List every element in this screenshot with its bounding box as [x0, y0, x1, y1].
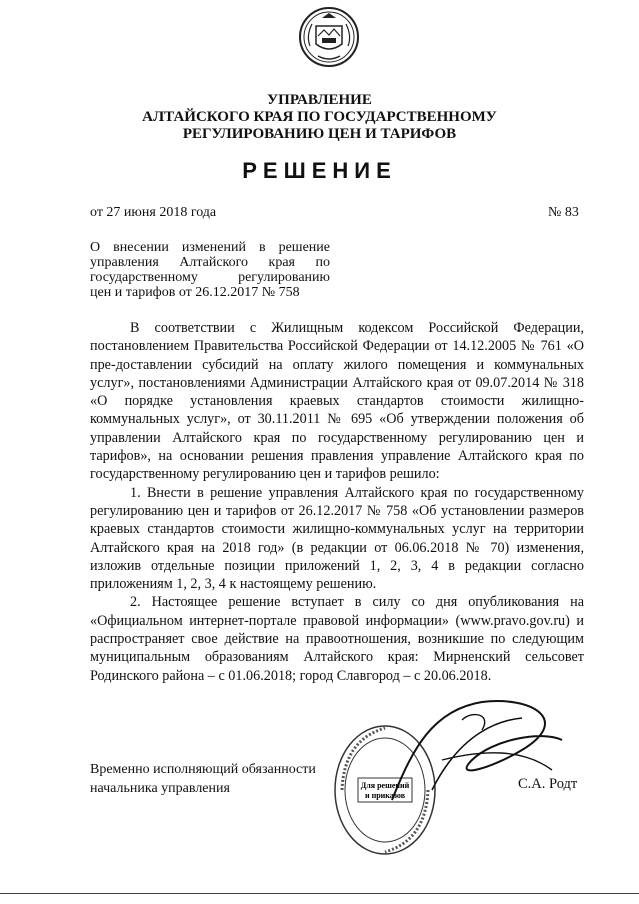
- signatory-position: [90, 760, 316, 798]
- handwritten-signature-icon: [372, 690, 582, 820]
- subject-line-2: управления Алтайского края по: [90, 255, 330, 270]
- preamble-paragraph: В соответствии с Жилищным кодексом Российской Федерации, постановлением Правительства Российской Федерации от 14.12.2005 № 761 «О пре-доставлении субсидий на оплату жилого помещения и коммунальных услуг», постановлениями Администрации Алтайского края от 09.07.2014 № 318 «О порядке установления краевых стандартов стоимости жилищно-коммунальных услуг», от 30.11.2011 № 695 «Об утверждении положения об управлении Алтайского края по государственному регулированию цен и тарифов», на основании решения правления управление Алтайского края по государственному регулированию цен и тарифов решило:: [90, 320, 584, 483]
- document-number: № 83: [548, 205, 579, 220]
- org-line-2: АЛТАЙСКОГО КРАЯ ПО ГОСУДАРСТВЕННОМУ: [142, 109, 497, 125]
- document-type-title: РЕШЕНИЕ: [242, 158, 397, 183]
- resolution-item-2: 2. Настоящее решение вступает в силу со дня опубликования на «Официальном интернет-портале правовой информации» (www.pravo.gov.ru) и распространяет свое действие на правоотношения, возникшие по следующим муниципальным образованиям Алтайского края: Мирненский сельсовет Родинского района – с 01.06.2018; город Славгород – с 20.06.2018.: [90, 594, 584, 684]
- subject-line-3: государственному регулированию: [90, 270, 330, 285]
- document-subject: [90, 240, 330, 300]
- signatory-name: С.А. Родт: [518, 776, 578, 792]
- stamp-label-line-1: Для решений: [360, 781, 410, 790]
- org-line-1: УПРАВЛЕНИЕ: [267, 92, 372, 108]
- document-date: от 27 июня 2018 года: [90, 205, 217, 220]
- position-line-2: начальника управления: [90, 781, 230, 796]
- subject-line-4: цен и тарифов от 26.12.2017 № 758: [90, 285, 300, 300]
- document-body: [90, 319, 584, 685]
- page-bottom-edge: [0, 893, 639, 894]
- resolution-item-1: 1. Внести в решение управления Алтайского края по государственному регулированию цен и тарифов от 26.12.2017 № 758 «Об установлении размеров краевых стандартов стоимости жилищно-коммунальных услуг на территории Алтайского края на 2018 год» (в редакции от 06.06.2018 № 70) изменения, изложив отдельные позиции приложений 1, 2, 3, 4 в редакции согласно приложениям 1, 2, 3, 4 к настоящему решению.: [90, 484, 584, 593]
- position-line-1: Временно исполняющий обязанности: [90, 762, 316, 777]
- altai-krai-coat-of-arms-icon: [298, 6, 360, 68]
- subject-line-1: О внесении изменений в решение: [90, 240, 330, 255]
- org-line-3: РЕГУЛИРОВАНИЮ ЦЕН И ТАРИФОВ: [182, 126, 457, 142]
- organization-name: [0, 92, 639, 143]
- stamp-label-line-2: и приказов: [364, 791, 406, 800]
